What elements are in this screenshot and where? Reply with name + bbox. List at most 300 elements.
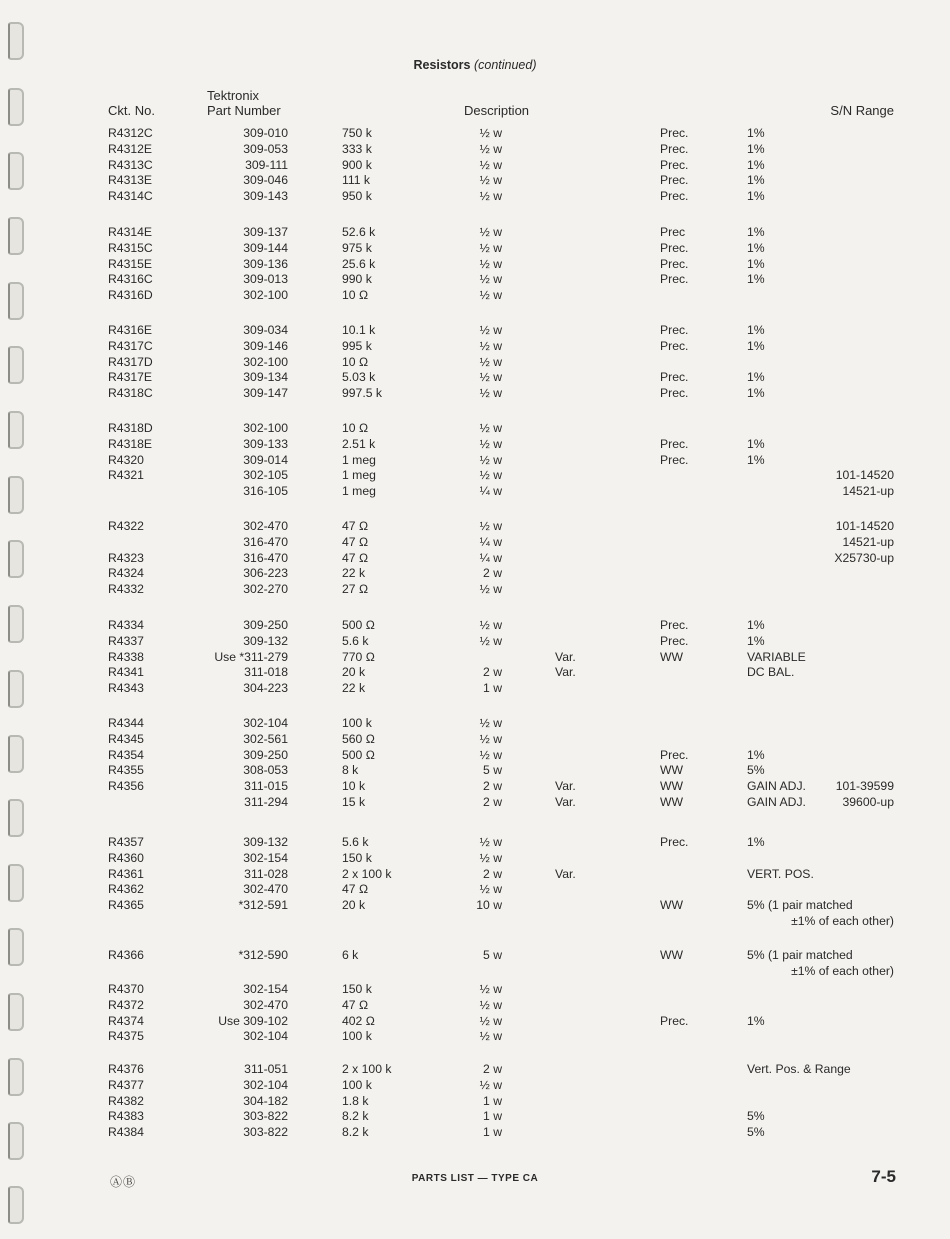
resistance-value: 22 k bbox=[342, 681, 366, 696]
tolerance-note: 1% bbox=[747, 256, 765, 271]
power-rating: 1 w bbox=[483, 1093, 502, 1108]
ckt-number: R4362 bbox=[108, 882, 144, 897]
table-row bbox=[0, 795, 950, 811]
resistance-value: 975 k bbox=[342, 240, 372, 255]
power-rating: 2 w bbox=[483, 665, 502, 680]
sn-range: 14521-up bbox=[842, 534, 894, 549]
resistance-value: 5.6 k bbox=[342, 835, 369, 849]
ckt-number: R4317C bbox=[108, 338, 153, 353]
ckt-number: R4337 bbox=[108, 633, 144, 648]
resistor-class: Prec. bbox=[660, 157, 689, 172]
tolerance-note: 1% bbox=[747, 1013, 765, 1028]
resistor-type: Var. bbox=[555, 866, 576, 881]
table-row bbox=[0, 867, 950, 883]
resistance-value: 997.5 k bbox=[342, 386, 382, 401]
power-rating: ½ w bbox=[479, 157, 502, 172]
ckt-number: R4318C bbox=[108, 386, 153, 401]
row-group bbox=[0, 519, 950, 598]
part-number: 316-470 bbox=[243, 534, 288, 549]
table-row bbox=[0, 1078, 950, 1094]
header-part-line2: Part Number bbox=[207, 103, 281, 118]
ckt-number: R4312C bbox=[108, 126, 153, 140]
tolerance-note: GAIN ADJ. bbox=[747, 794, 806, 809]
resistor-class: WW bbox=[660, 898, 684, 913]
resistance-value: 10 Ω bbox=[342, 421, 369, 435]
tolerance-note: DC BAL. bbox=[747, 665, 795, 680]
table-row bbox=[0, 665, 950, 681]
part-number: 302-470 bbox=[243, 519, 288, 533]
power-rating: ½ w bbox=[479, 716, 502, 730]
power-rating: ½ w bbox=[479, 519, 502, 533]
table-row bbox=[0, 882, 950, 898]
resistor-class: Prec. bbox=[660, 323, 689, 337]
power-rating: ½ w bbox=[479, 126, 502, 140]
power-rating: ½ w bbox=[479, 982, 502, 996]
part-number: 309-132 bbox=[243, 835, 288, 849]
power-rating: ½ w bbox=[479, 882, 502, 897]
part-number: 309-144 bbox=[243, 240, 288, 255]
ckt-number: R4356 bbox=[108, 779, 144, 794]
resistance-value: 2.51 k bbox=[342, 436, 376, 451]
resistance-value: 770 Ω bbox=[342, 649, 375, 664]
row-group bbox=[0, 618, 950, 697]
part-number: 309-053 bbox=[243, 141, 288, 156]
sn-range: 101-14520 bbox=[835, 519, 894, 533]
ckt-number: R4344 bbox=[108, 716, 144, 730]
resistance-value: 47 Ω bbox=[342, 550, 369, 565]
resistance-value: 990 k bbox=[342, 272, 372, 287]
power-rating: ½ w bbox=[479, 747, 502, 762]
tolerance-note: 1% bbox=[747, 173, 765, 188]
table-row bbox=[0, 142, 950, 158]
ckt-number: R4372 bbox=[108, 997, 144, 1012]
power-rating: ½ w bbox=[479, 1013, 502, 1028]
ckt-number: R4374 bbox=[108, 1013, 144, 1028]
ckt-number: R4345 bbox=[108, 731, 144, 746]
table-row bbox=[0, 582, 950, 598]
resistor-class: WW bbox=[660, 779, 684, 794]
resistance-value: 402 Ω bbox=[342, 1013, 375, 1028]
resistor-class: Prec. bbox=[660, 1013, 689, 1028]
part-number: 309-146 bbox=[243, 338, 288, 353]
resistor-class: Prec. bbox=[660, 370, 689, 385]
sn-range: 39600-up bbox=[842, 794, 894, 809]
resistance-value: 1 meg bbox=[342, 452, 376, 467]
part-number: 302-561 bbox=[243, 731, 288, 746]
table-row bbox=[0, 763, 950, 779]
power-rating: 5 w bbox=[483, 763, 502, 778]
tolerance-note: 1% bbox=[747, 272, 765, 287]
power-rating: 1 w bbox=[483, 1109, 502, 1124]
part-number: 302-154 bbox=[243, 982, 288, 996]
power-rating: 2 w bbox=[483, 1062, 502, 1076]
resistance-value: 1 meg bbox=[342, 468, 376, 483]
title-italic: (continued) bbox=[473, 58, 537, 72]
table-row bbox=[0, 732, 950, 748]
table-row bbox=[0, 437, 950, 453]
power-rating: 5 w bbox=[483, 948, 502, 962]
sn-range: 14521-up bbox=[842, 484, 894, 499]
table-row bbox=[0, 964, 950, 980]
ckt-number: R4334 bbox=[108, 618, 144, 632]
table-row bbox=[0, 1014, 950, 1030]
table-row bbox=[0, 126, 950, 142]
table-row bbox=[0, 519, 950, 535]
tolerance-note: 5% bbox=[747, 763, 765, 778]
tolerance-note: 1% bbox=[747, 633, 765, 648]
part-number: 302-100 bbox=[243, 288, 288, 303]
row-group bbox=[0, 948, 950, 980]
part-number: 309-250 bbox=[243, 747, 288, 762]
resistor-type: Var. bbox=[555, 794, 576, 809]
power-rating: ½ w bbox=[479, 997, 502, 1012]
resistor-class: Prec. bbox=[660, 436, 689, 451]
resistor-class: Prec. bbox=[660, 386, 689, 401]
ckt-number: R4365 bbox=[108, 898, 144, 913]
ckt-number: R4315E bbox=[108, 256, 153, 271]
resistance-value: 8.2 k bbox=[342, 1125, 369, 1140]
ckt-number: R4384 bbox=[108, 1125, 144, 1140]
resistor-class: Prec. bbox=[660, 189, 689, 204]
part-number: 302-154 bbox=[243, 850, 288, 865]
part-number: 306-223 bbox=[243, 566, 288, 581]
resistance-value: 5.6 k bbox=[342, 633, 369, 648]
ckt-number: R4320 bbox=[108, 452, 144, 467]
resistance-value: 995 k bbox=[342, 338, 372, 353]
resistor-class: WW bbox=[660, 794, 684, 809]
part-number: 302-100 bbox=[243, 354, 288, 369]
ckt-number: R4313E bbox=[108, 173, 153, 188]
ckt-number: R4318E bbox=[108, 436, 153, 451]
part-number: 302-100 bbox=[243, 421, 288, 435]
resistance-value: 100 k bbox=[342, 716, 372, 730]
resistor-class: Prec. bbox=[660, 338, 689, 353]
tolerance-note: 1% bbox=[747, 338, 765, 353]
row-group bbox=[0, 1062, 950, 1141]
part-number: Use 309-102 bbox=[218, 1013, 288, 1028]
power-rating: ¼ w bbox=[479, 484, 502, 499]
tolerance-note: 1% bbox=[747, 126, 765, 140]
part-number: 316-105 bbox=[243, 484, 288, 499]
table-row bbox=[0, 914, 950, 930]
part-number: 302-104 bbox=[243, 716, 288, 730]
resistor-class: Prec. bbox=[660, 633, 689, 648]
table-row bbox=[0, 779, 950, 795]
ckt-number: R4312E bbox=[108, 141, 153, 156]
table-row bbox=[0, 948, 950, 964]
resistance-value: 20 k bbox=[342, 898, 366, 913]
power-rating: ½ w bbox=[479, 189, 502, 204]
part-number: 311-015 bbox=[244, 779, 288, 794]
row-group bbox=[0, 835, 950, 930]
resistance-value: 950 k bbox=[342, 189, 372, 204]
table-row bbox=[0, 618, 950, 634]
power-rating: ½ w bbox=[479, 338, 502, 353]
power-rating: ½ w bbox=[479, 452, 502, 467]
resistance-value: 52.6 k bbox=[342, 225, 376, 239]
part-number: 311-051 bbox=[244, 1062, 288, 1076]
table-row bbox=[0, 535, 950, 551]
table-row bbox=[0, 272, 950, 288]
resistance-value: 1 meg bbox=[342, 484, 376, 499]
power-rating: ½ w bbox=[479, 468, 502, 483]
footer-title: PARTS LIST — TYPE CA bbox=[411, 1173, 539, 1184]
table-row bbox=[0, 370, 950, 386]
tolerance-note: 5% (1 pair matched bbox=[747, 898, 853, 913]
table-row bbox=[0, 468, 950, 484]
tolerance-note: 5% bbox=[747, 1109, 765, 1124]
resistance-value: 20 k bbox=[342, 665, 366, 680]
power-rating: 2 w bbox=[483, 566, 502, 581]
table-row bbox=[0, 173, 950, 189]
part-number: 304-182 bbox=[243, 1093, 288, 1108]
table-row bbox=[0, 288, 950, 304]
resistor-class: Prec. bbox=[660, 618, 689, 632]
resistance-value: 47 Ω bbox=[342, 519, 369, 533]
table-row bbox=[0, 241, 950, 257]
table-row bbox=[0, 257, 950, 273]
part-number: 304-223 bbox=[243, 681, 288, 696]
page-number: 7-5 bbox=[871, 1167, 896, 1186]
resistance-value: 500 Ω bbox=[342, 618, 375, 632]
part-number: 311-294 bbox=[244, 794, 288, 809]
resistance-value: 2 x 100 k bbox=[342, 1062, 392, 1076]
header-part-line1: Tektronix bbox=[207, 88, 260, 103]
binder-ring bbox=[8, 1186, 24, 1224]
power-rating: ½ w bbox=[479, 288, 502, 303]
power-rating: ½ w bbox=[479, 173, 502, 188]
resistance-value: 111 k bbox=[342, 173, 371, 188]
resistance-value: 8.2 k bbox=[342, 1109, 369, 1124]
resistance-value: 1.8 k bbox=[342, 1093, 369, 1108]
page-title bbox=[0, 58, 950, 72]
power-rating: ½ w bbox=[479, 225, 502, 239]
table-row bbox=[0, 835, 950, 851]
table-row bbox=[0, 1029, 950, 1045]
resistance-value: 10 Ω bbox=[342, 288, 369, 303]
power-rating: ¼ w bbox=[479, 550, 502, 565]
ckt-number: R4383 bbox=[108, 1109, 144, 1124]
ckt-number: R4316C bbox=[108, 272, 153, 287]
tektronix-logo: ⒶⒷ bbox=[110, 1175, 137, 1189]
ckt-number: R4366 bbox=[108, 948, 144, 962]
ckt-number: R4318D bbox=[108, 421, 153, 435]
part-number: 302-470 bbox=[243, 882, 288, 897]
table-row bbox=[0, 634, 950, 650]
ckt-number: R4317D bbox=[108, 354, 153, 369]
table-row bbox=[0, 716, 950, 732]
part-number: 309-111 bbox=[245, 157, 288, 172]
resistance-value: 100 k bbox=[342, 1029, 372, 1044]
part-number: 309-010 bbox=[243, 126, 288, 140]
resistance-value: 27 Ω bbox=[342, 582, 369, 597]
resistor-class: WW bbox=[660, 763, 684, 778]
part-number: 309-133 bbox=[243, 436, 288, 451]
power-rating: ½ w bbox=[479, 323, 502, 337]
power-rating: ½ w bbox=[479, 633, 502, 648]
tolerance-note: 1% bbox=[747, 157, 765, 172]
resistance-value: 2 x 100 k bbox=[342, 866, 392, 881]
part-number: 316-470 bbox=[243, 550, 288, 565]
ckt-number: R4341 bbox=[108, 665, 144, 680]
ckt-number: R4314E bbox=[108, 225, 153, 239]
table-row bbox=[0, 421, 950, 437]
table-row bbox=[0, 998, 950, 1014]
resistance-value: 10 Ω bbox=[342, 354, 369, 369]
tolerance-note: 1% bbox=[747, 835, 765, 849]
part-number: 311-018 bbox=[244, 665, 288, 680]
table-row bbox=[0, 851, 950, 867]
part-number: 302-270 bbox=[243, 582, 288, 597]
ckt-number: R4375 bbox=[108, 1029, 144, 1044]
resistor-class: Prec. bbox=[660, 173, 689, 188]
tolerance-note: 1% bbox=[747, 618, 765, 632]
tolerance-note: 1% bbox=[747, 225, 765, 239]
resistance-value: 333 k bbox=[342, 141, 372, 156]
ckt-number: R4343 bbox=[108, 681, 144, 696]
table-row bbox=[0, 1094, 950, 1110]
ckt-number: R4323 bbox=[108, 550, 144, 565]
resistance-value: 560 Ω bbox=[342, 731, 375, 746]
resistance-value: 5.03 k bbox=[342, 370, 376, 385]
table-row bbox=[0, 1125, 950, 1141]
tolerance-note: 1% bbox=[747, 141, 765, 156]
table-row bbox=[0, 453, 950, 469]
power-rating: 2 w bbox=[483, 866, 502, 881]
table-row bbox=[0, 189, 950, 205]
resistor-class: Prec. bbox=[660, 256, 689, 271]
resistance-value: 15 k bbox=[342, 794, 366, 809]
table-row bbox=[0, 484, 950, 500]
table-row bbox=[0, 1109, 950, 1125]
resistor-class: WW bbox=[660, 649, 684, 664]
table-row bbox=[0, 386, 950, 402]
table-row bbox=[0, 650, 950, 666]
resistor-type: Var. bbox=[555, 649, 576, 664]
tolerance-note: 5% bbox=[747, 1125, 765, 1140]
resistor-type: Var. bbox=[555, 665, 576, 680]
ckt-number: R4355 bbox=[108, 763, 144, 778]
resistor-class: Prec. bbox=[660, 141, 689, 156]
part-number: 309-136 bbox=[243, 256, 288, 271]
ckt-number: R4360 bbox=[108, 850, 144, 865]
tolerance-note: 1% bbox=[747, 386, 765, 401]
binder-ring bbox=[8, 22, 24, 60]
tolerance-note: 1% bbox=[747, 436, 765, 451]
ckt-number: R4316D bbox=[108, 288, 153, 303]
ckt-number: R4313C bbox=[108, 157, 153, 172]
part-number: 303-822 bbox=[243, 1125, 288, 1140]
table-row bbox=[0, 898, 950, 914]
part-number: Use *311-279 bbox=[214, 649, 288, 664]
part-number: 309-046 bbox=[243, 173, 288, 188]
resistance-value: 900 k bbox=[342, 157, 372, 172]
ckt-number: R4376 bbox=[108, 1062, 144, 1076]
ckt-number: R4332 bbox=[108, 582, 144, 597]
sn-range: 101-14520 bbox=[835, 468, 894, 483]
part-number: 302-105 bbox=[243, 468, 288, 483]
power-rating: 2 w bbox=[483, 794, 502, 809]
table-row bbox=[0, 748, 950, 764]
part-number: 302-104 bbox=[243, 1029, 288, 1044]
part-number: 309-143 bbox=[243, 189, 288, 204]
power-rating: ½ w bbox=[479, 436, 502, 451]
ckt-number: R4338 bbox=[108, 649, 144, 664]
tolerance-note: VARIABLE bbox=[747, 649, 806, 664]
table-row bbox=[0, 681, 950, 697]
resistance-value: 8 k bbox=[342, 763, 359, 778]
ckt-number: R4324 bbox=[108, 566, 144, 581]
part-number: 309-134 bbox=[243, 370, 288, 385]
power-rating: ½ w bbox=[479, 1077, 502, 1092]
ckt-number: R4322 bbox=[108, 519, 144, 533]
resistance-value: 47 Ω bbox=[342, 997, 369, 1012]
resistance-value: 47 Ω bbox=[342, 534, 369, 549]
table-row bbox=[0, 566, 950, 582]
part-number: 309-034 bbox=[243, 323, 288, 337]
power-rating: ½ w bbox=[479, 370, 502, 385]
part-number: 309-250 bbox=[243, 618, 288, 632]
tolerance-note: 5% (1 pair matched bbox=[747, 948, 853, 962]
header-sn-range: S/N Range bbox=[830, 103, 894, 118]
row-group bbox=[0, 126, 950, 205]
resistance-value: 10.1 k bbox=[342, 323, 376, 337]
table-row bbox=[0, 982, 950, 998]
power-rating: ½ w bbox=[479, 354, 502, 369]
sn-range: X25730-up bbox=[834, 550, 894, 565]
resistor-class: Prec. bbox=[660, 835, 689, 849]
power-rating: 1 w bbox=[483, 1125, 502, 1140]
sn-range: 101-39599 bbox=[835, 779, 894, 794]
power-rating: ½ w bbox=[479, 421, 502, 435]
resistance-value: 6 k bbox=[342, 948, 359, 962]
part-number: 309-013 bbox=[243, 272, 288, 287]
tolerance-note: Vert. Pos. & Range bbox=[747, 1062, 851, 1076]
ckt-number: R4354 bbox=[108, 747, 144, 762]
resistance-value: 10 k bbox=[342, 779, 366, 794]
tolerance-note: 1% bbox=[747, 452, 765, 467]
part-number: *312-591 bbox=[238, 898, 288, 913]
row-group bbox=[0, 225, 950, 304]
ckt-number: R4377 bbox=[108, 1077, 144, 1092]
power-rating: ½ w bbox=[479, 850, 502, 865]
power-rating: ½ w bbox=[479, 835, 502, 849]
binder-ring bbox=[8, 88, 24, 126]
ckt-number: R4357 bbox=[108, 835, 144, 849]
header-description: Description bbox=[464, 103, 530, 118]
table-row bbox=[0, 551, 950, 567]
power-rating: 10 w bbox=[476, 898, 502, 913]
table-row bbox=[0, 1062, 950, 1078]
part-number: *312-590 bbox=[238, 948, 288, 962]
resistor-class: Prec. bbox=[660, 240, 689, 255]
power-rating: 2 w bbox=[483, 779, 502, 794]
resistor-class: WW bbox=[660, 948, 684, 962]
tolerance-note: VERT. POS. bbox=[747, 866, 814, 881]
power-rating: 1 w bbox=[483, 681, 502, 696]
power-rating: ½ w bbox=[479, 731, 502, 746]
sn-range: ±1% of each other) bbox=[791, 913, 894, 928]
row-group bbox=[0, 982, 950, 1045]
part-number: 308-053 bbox=[243, 763, 288, 778]
resistance-value: 25.6 k bbox=[342, 256, 376, 271]
part-number: 303-822 bbox=[243, 1109, 288, 1124]
resistor-class: Prec. bbox=[660, 747, 689, 762]
table-row bbox=[0, 225, 950, 241]
table-row bbox=[0, 158, 950, 174]
power-rating: ½ w bbox=[479, 1029, 502, 1044]
tolerance-note: 1% bbox=[747, 747, 765, 762]
